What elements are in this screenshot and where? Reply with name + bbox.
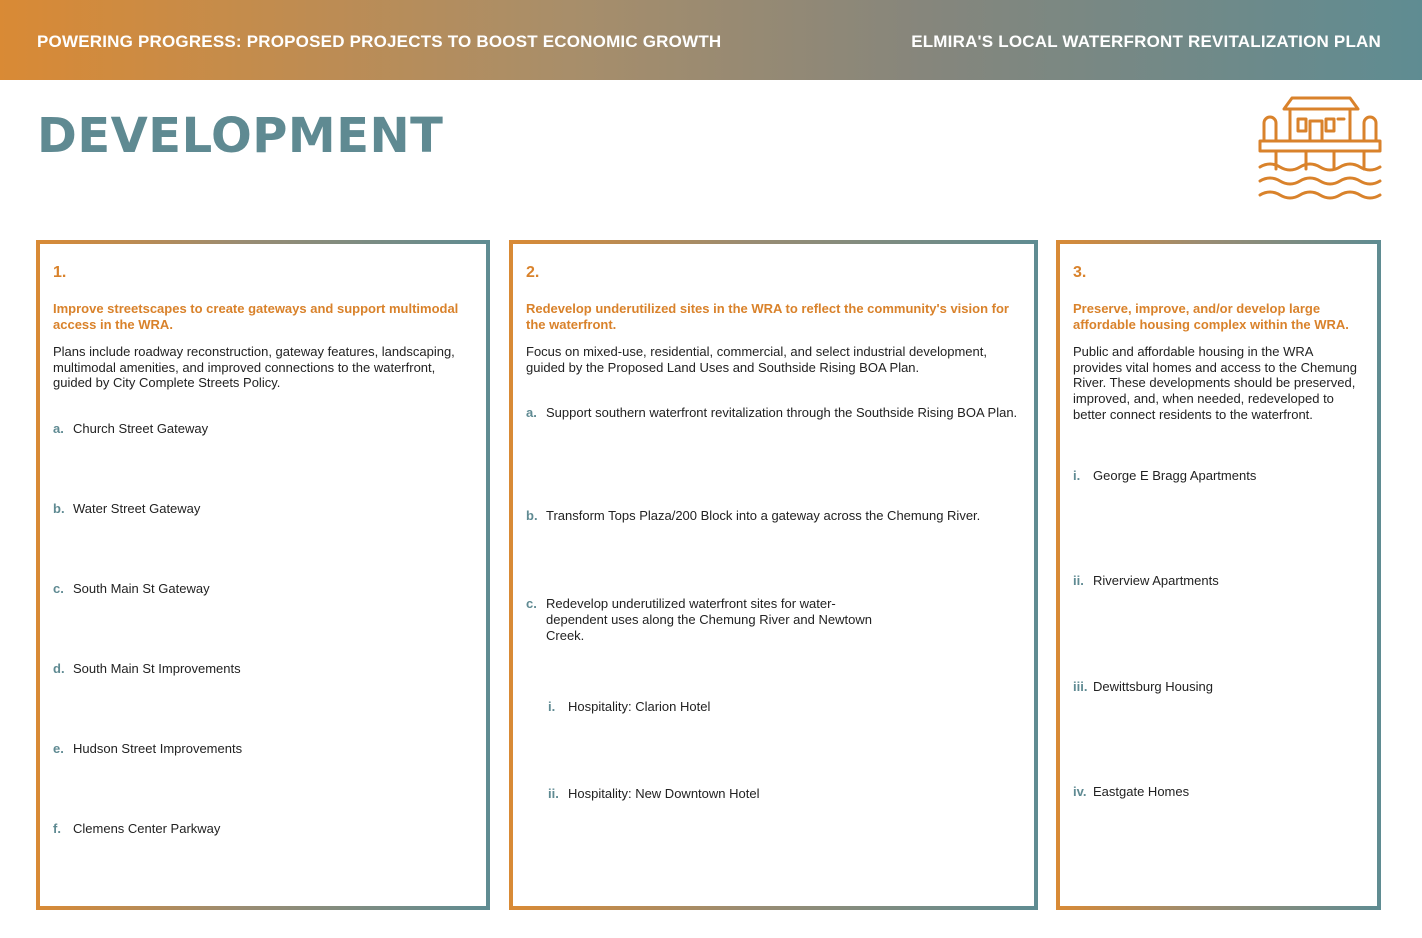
sub-list-item xyxy=(548,786,1020,802)
list-item-text: Transform Tops Plaza/200 Block into a gateway across the Chemung River. xyxy=(546,508,981,523)
list-item xyxy=(53,581,472,597)
list-item xyxy=(53,421,472,437)
list-item xyxy=(53,501,472,517)
sub-list-item xyxy=(548,699,1020,715)
list-marker: f. xyxy=(53,821,61,836)
card-heading: Improve streetscapes to create gateways and support multimodal access in the WRA. xyxy=(53,301,459,332)
header-banner xyxy=(0,0,1422,80)
list-marker: iii. xyxy=(1073,679,1088,694)
list-marker: e. xyxy=(53,741,64,756)
list-item xyxy=(526,508,1020,524)
project-card-1 xyxy=(36,240,490,910)
page-title: DEVELOPMENT xyxy=(37,108,444,164)
list-item-text: Water Street Gateway xyxy=(73,501,201,516)
list-item xyxy=(53,741,472,757)
list-item-text: Support southern waterfront revitalization through the Southside Rising BOA Plan. xyxy=(546,405,1018,420)
list-marker: i. xyxy=(548,699,556,714)
list-item-text: Redevelop underutilized waterfront sites for water-dependent uses along the Chemung River and Newtown Creek. xyxy=(546,596,872,643)
card-number: 2. xyxy=(526,264,540,281)
list-item xyxy=(1073,784,1363,800)
list-item-text: South Main St Gateway xyxy=(73,581,210,596)
card-number: 3. xyxy=(1073,264,1087,281)
stilt-house-over-water-icon xyxy=(1256,95,1384,205)
list-item xyxy=(526,596,884,644)
list-marker: c. xyxy=(526,596,537,611)
list-item-text: Hudson Street Improvements xyxy=(73,741,243,756)
card-heading: Redevelop underutilized sites in the WRA to reflect the community's vision for the waterfront. xyxy=(526,301,1009,332)
list-marker: c. xyxy=(53,581,64,596)
list-marker: a. xyxy=(53,421,64,436)
list-item-text: Hospitality: New Downtown Hotel xyxy=(568,786,760,801)
document-title: ELMIRA'S LOCAL WATERFRONT REVITALIZATION PLAN xyxy=(911,32,1381,51)
card-heading: Preserve, improve, and/or develop large affordable housing complex within the WRA. xyxy=(1073,301,1349,332)
list-item xyxy=(53,661,472,677)
project-card-3 xyxy=(1056,240,1381,910)
list-marker: iv. xyxy=(1073,784,1087,799)
list-marker: a. xyxy=(526,405,537,420)
project-card-2 xyxy=(509,240,1038,910)
list-marker: i. xyxy=(1073,468,1081,483)
list-item-text: Riverview Apartments xyxy=(1093,573,1219,588)
list-item-text: Eastgate Homes xyxy=(1093,784,1190,799)
list-marker: b. xyxy=(526,508,538,523)
list-item xyxy=(1073,468,1363,484)
card-description: Public and affordable housing in the WRA provides vital homes and access to the Chemung River. These developments should be preserved, improved, and, when needed, redeveloped to better connect residents to the waterfront. xyxy=(1073,344,1357,422)
card-description: Plans include roadway reconstruction, gateway features, landscaping, multimodal amenities, and improved connections to the waterfront, guided by City Complete Streets Policy. xyxy=(53,344,455,391)
list-marker: ii. xyxy=(1073,573,1084,588)
list-item-text: Church Street Gateway xyxy=(73,421,209,436)
list-item-text: Dewittsburg Housing xyxy=(1093,679,1213,694)
list-item xyxy=(1073,573,1363,589)
list-item xyxy=(53,821,472,837)
list-marker: b. xyxy=(53,501,65,516)
list-marker: ii. xyxy=(548,786,559,801)
list-item-text: Clemens Center Parkway xyxy=(73,821,221,836)
list-item-text: George E Bragg Apartments xyxy=(1093,468,1257,483)
section-title: POWERING PROGRESS: PROPOSED PROJECTS TO BOOST ECONOMIC GROWTH xyxy=(37,32,722,51)
list-item xyxy=(1073,679,1363,695)
list-item-text: Hospitality: Clarion Hotel xyxy=(568,699,711,714)
list-item xyxy=(526,405,1020,421)
list-item-text: South Main St Improvements xyxy=(73,661,241,676)
card-description: Focus on mixed-use, residential, commercial, and select industrial development, guided by the Proposed Land Uses and Southside Rising BOA Plan. xyxy=(526,344,987,375)
card-number: 1. xyxy=(53,264,67,281)
list-marker: d. xyxy=(53,661,65,676)
